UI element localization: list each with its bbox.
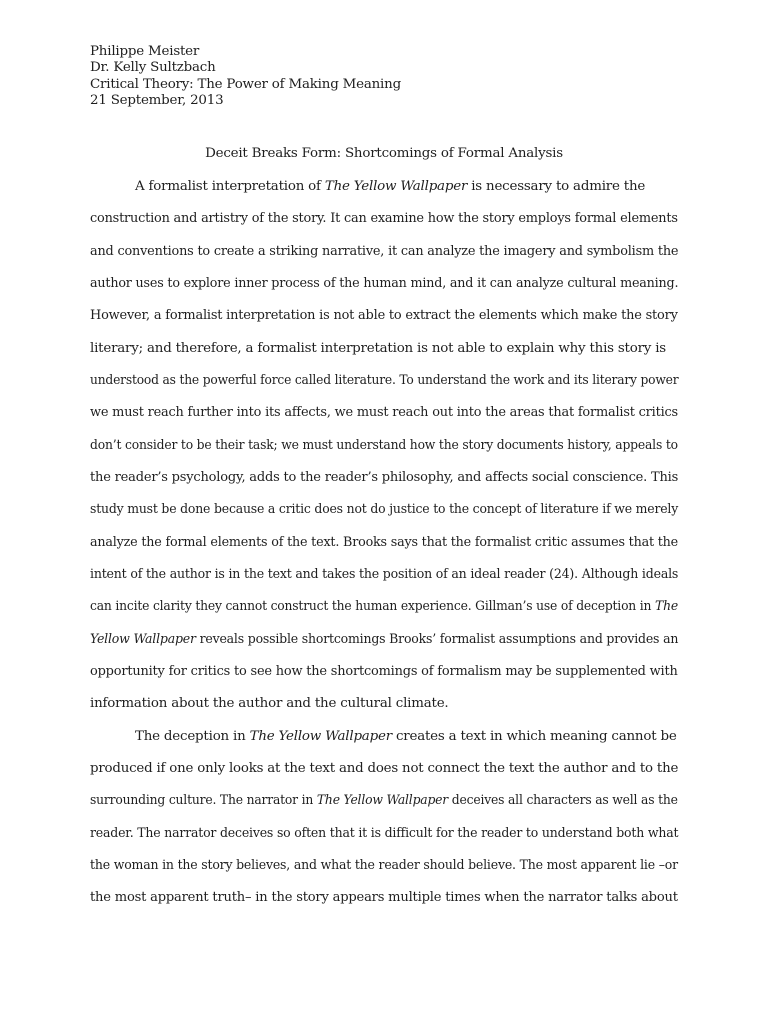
document-title: Deceit Breaks Form: Shortcomings of Formal Analysis [205,146,563,161]
text-segment: creates a text in which meaning cannot be [391,729,677,744]
document-date: 21 September, 2013 [90,93,224,109]
paragraph-line: don’t consider to be their task; we must understand how the story documents history, appeals to [90,438,678,453]
paragraph-line: information about the author and the cultural climate. [90,696,449,711]
paragraph-line: analyze the formal elements of the text. Brooks says that the formalist critic assumes that the [90,535,679,550]
paragraph-line: the reader’s psychology, adds to the reader’s philosophy, and affects social conscience. This [90,470,679,485]
paragraph-line: the most apparent truth– in the story appears multiple times when the narrator talks about [90,890,678,905]
text-segment: A formalist interpretation of [135,179,325,194]
paragraph-line: opportunity for critics to see how the shortcomings of formalism may be supplemented with [90,664,678,679]
paragraph-line [90,598,678,616]
paragraph-line: reader. The narrator deceives so often that it is difficult for the reader to understand both what [90,826,679,841]
paragraph-line: and conventions to create a striking narrative, it can analyze the imagery and symbolism the [90,244,679,259]
paragraph-line [135,178,645,196]
paragraph-line: the woman in the story believes, and what the reader should believe. The most apparent lie –or [90,858,678,873]
paragraph-line: produced if one only looks at the text and does not connect the text the author and to the [90,761,679,776]
work-title: The Yellow Wallpaper [324,179,468,194]
paragraph-line [90,792,678,810]
work-title-end: Yellow Wallpaper [90,632,196,647]
work-title-start: The [655,599,678,614]
text-segment: reveals possible shortcomings Brooks’ formalist assumptions and provides an [195,632,679,647]
paragraph-line: literary; and therefore, a formalist interpretation is not able to explain why this story is [90,341,666,356]
author-name: Philippe Meister [90,44,200,59]
paragraph-line [135,728,677,746]
paragraph-line: study must be done because a critic does not do justice to the concept of literature if we merely [90,502,679,517]
text-segment: can incite clarity they cannot construct the human experience. Gillman’s use of deception in [90,599,656,614]
paragraph-line: we must reach further into its affects, we must reach out into the areas that formalist critics [90,405,678,420]
paragraph-line: However, a formalist interpretation is not able to extract the elements which make the story [90,308,678,323]
work-title: The Yellow Wallpaper [249,729,392,744]
course-name: Critical Theory: The Power of Making Meaning [90,76,401,92]
paragraph-line: author uses to explore inner process of the human mind, and it can analyze cultural meaning. [90,276,679,291]
paragraph-line [90,631,678,649]
text-segment: is necessary to admire the [467,179,646,194]
paragraph-line: construction and artistry of the story. It can examine how the story employs formal elements [90,211,678,226]
text-segment: The deception in [135,729,250,744]
instructor-name: Dr. Kelly Sultzbach [90,60,216,76]
document-header [90,44,401,110]
paragraph-line: understood as the powerful force called literature. To understand the work and its literary power [90,373,679,388]
paragraph-line: intent of the author is in the text and takes the position of an ideal reader (24). Although ideals [90,567,679,582]
text-segment: deceives all characters as well as the [448,793,678,808]
work-title: The Yellow Wallpaper [316,793,449,808]
text-segment: surrounding culture. The narrator in [90,793,317,808]
